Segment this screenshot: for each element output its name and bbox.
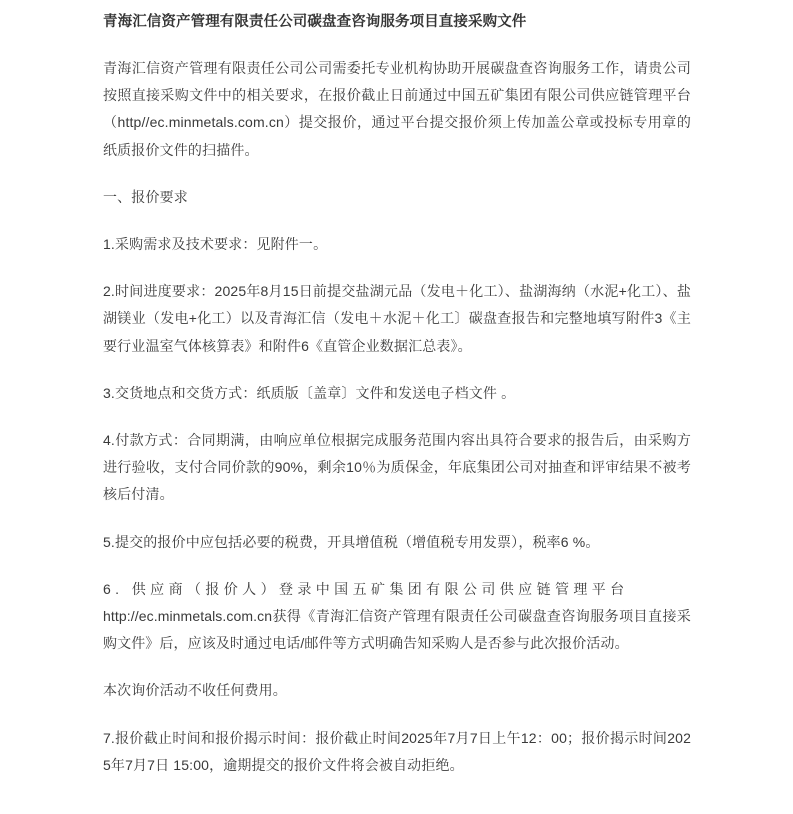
clause-item-5: 5.提交的报价中应包括必要的税费，开具增值税（增值税专用发票），税率6 %。 xyxy=(103,533,600,550)
clause-item-4: 4.付款方式：合同期满，由响应单位根据完成服务范围内容出具符合要求的报告后，由采购方进行验收，支付合同价款的90%，剩余10％为质保金，年底集团公司对抽查和评审结果不被考核后付清。 xyxy=(103,432,691,503)
fee-notice-paragraph: 本次询价活动不收任何费用。 xyxy=(103,682,287,699)
intro-paragraph: 青海汇信资产管理有限责任公司公司需委托专业机构协助开展碳盘查咨询服务工作，请贵公司按照直接采购文件中的相关要求，在报价截止日前通过中国五矿集团有限公司供应链管理平台（http//ec.minmetals.com.cn）提交报价，通过平台提交报价须上传加盖公章或投标专用章的纸质报价文件的扫描件。 xyxy=(103,60,691,158)
clause-item-3: 3.交货地点和交货方式：纸质版〔盖章〕文件和发送电子档文件 。 xyxy=(103,384,516,401)
section-heading-quotation-requirements: 一、报价要求 xyxy=(103,188,188,205)
clause-item-6-first-line: 6. 供应商（报价人）登录中国五矿集团有限公司供应链管理平台 xyxy=(103,580,629,597)
clause-item-1: 1.采购需求及技术要求：见附件一。 xyxy=(103,236,328,253)
document-content xyxy=(103,11,691,779)
clause-item-7: 7.报价截止时间和报价揭示时间：报价截止时间2025年7月7日上午12：00；报价揭示时间2025年7月7日 15:00，逾期提交的报价文件将会被自动拒绝。 xyxy=(103,729,691,773)
clause-item-6-body: http://ec.minmetals.com.cn获得《青海汇信资产管理有限责任公司碳盘查咨询服务项目直接采购文件》后，应该及时通过电话/邮件等方式明确告知采购人是否参与此次报价活动。 xyxy=(103,608,691,652)
clause-item-6 xyxy=(103,576,691,658)
document-title: 青海汇信资产管理有限责任公司碳盘查咨询服务项目直接采购文件 xyxy=(103,14,527,30)
clause-item-2: 2.时间进度要求：2025年8月15日前提交盐湖元品（发电＋化工）、盐湖海纳（水泥+化工）、盐湖镁业（发电+化工）以及青海汇信（发电＋水泥＋化工〕碳盘查报告和完整地填写附件3《主要行业温室气体核算表》和附件6《直管企业数据汇总表》。 xyxy=(103,283,691,354)
